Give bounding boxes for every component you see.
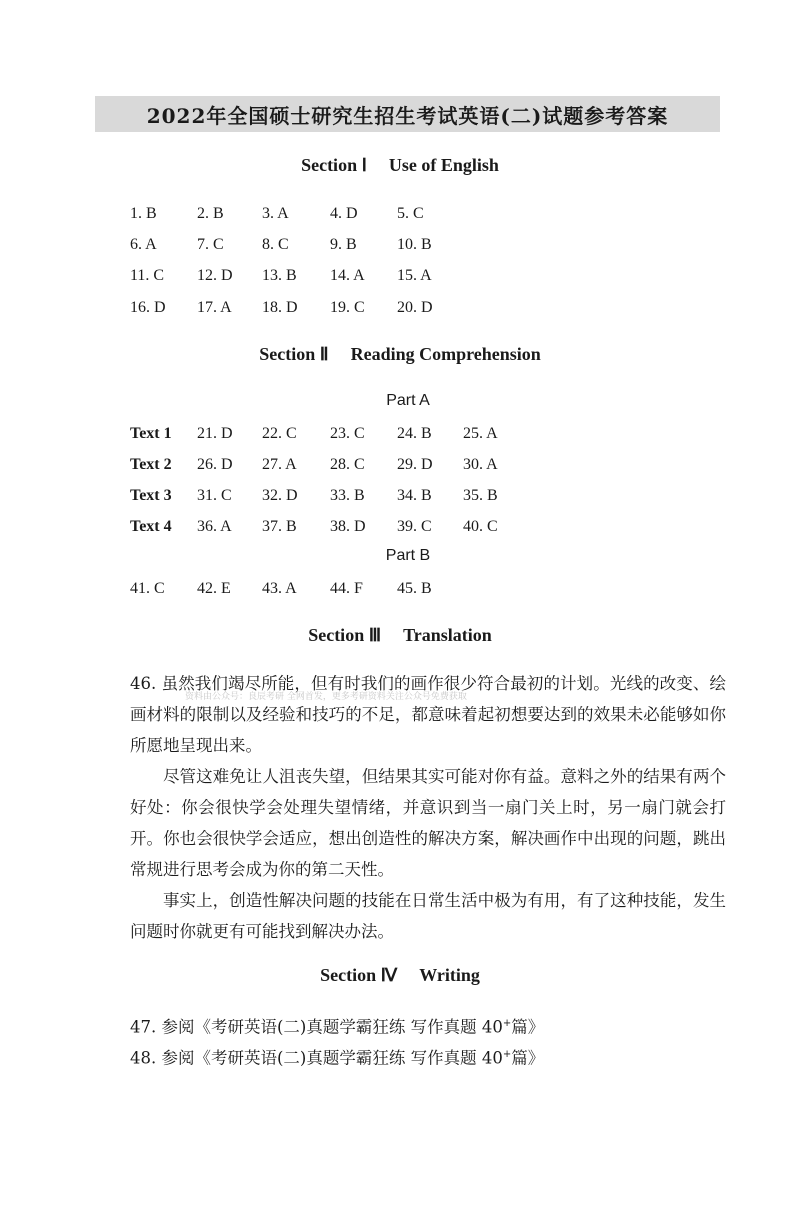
answer-item: 39. C — [397, 518, 432, 535]
answer-item: 30. A — [463, 456, 498, 473]
answer-item: 33. B — [330, 487, 365, 504]
text-label: Text 2 — [130, 456, 172, 473]
answer-item: 23. C — [330, 425, 365, 442]
answer-item: 35. B — [463, 487, 498, 504]
section-4-name: Writing — [419, 965, 480, 985]
section-2-label: Section Ⅱ — [259, 344, 329, 364]
answer-item: 21. D — [197, 425, 233, 442]
answer-item: 8. C — [262, 236, 289, 253]
answer-row — [0, 264, 800, 288]
answer-item: 3. A — [262, 205, 289, 222]
translation-paragraph-3: 事实上，创造性解决问题的技能在日常生活中极为有用，有了这种技能，发生问题时你就更有可能找到解决办法。 — [130, 891, 726, 941]
answer-row — [0, 233, 800, 257]
answer-item: 32. D — [262, 487, 298, 504]
answer-item: 37. B — [262, 518, 297, 535]
answer-item: 14. A — [330, 267, 365, 284]
answer-item: 31. C — [197, 487, 232, 504]
answer-item: 27. A — [262, 456, 297, 473]
answer-row — [0, 202, 800, 226]
section-1-label: Section Ⅰ — [301, 155, 367, 175]
answer-item: 17. A — [197, 299, 232, 316]
answer-item: 34. B — [397, 487, 432, 504]
section-1-name: Use of English — [388, 155, 499, 175]
answer-item: 12. D — [197, 267, 233, 284]
watermark-text: 资料由公众号：良辰考研 全网首发，更多考研资料关注公众号免费获取 — [185, 692, 467, 702]
answer-item: 1. B — [130, 205, 157, 222]
text-label: Text 1 — [130, 425, 172, 442]
answer-item: 5. C — [397, 205, 424, 222]
answer-item: 18. D — [262, 299, 298, 316]
answer-item: 45. B — [397, 580, 432, 597]
answer-item: 44. F — [330, 580, 363, 597]
text-answer-row — [0, 515, 800, 539]
answer-item: 2. B — [197, 205, 224, 222]
translation-paragraph-1: 46. 虽然我们竭尽所能，但有时我们的画作很少符合最初的计划。光线的改变、绘画材料的限制以及经验和技巧的不足，都意味着起初想要达到的效果未必能够如你所愿地呈现出来。 — [130, 674, 726, 755]
answer-item: 7. C — [197, 236, 224, 253]
answer-item: 9. B — [330, 236, 357, 253]
page-title: 2022年全国硕士研究生招生考试英语(二)试题参考答案 — [95, 96, 720, 132]
section-4-heading — [0, 965, 800, 986]
text-answer-row — [0, 453, 800, 477]
text-answer-row — [0, 484, 800, 508]
section-3-heading — [0, 625, 800, 646]
section-4-label: Section Ⅳ — [320, 965, 398, 985]
answer-item: 20. D — [397, 299, 433, 316]
answer-item: 38. D — [330, 518, 366, 535]
answer-item: 15. A — [397, 267, 432, 284]
answer-item: 16. D — [130, 299, 166, 316]
text-label: Text 3 — [130, 487, 172, 504]
section-2-heading — [0, 344, 800, 365]
answer-item: 22. C — [262, 425, 297, 442]
answer-item: 13. B — [262, 267, 297, 284]
answer-item: 36. A — [197, 518, 232, 535]
section-1-heading — [0, 155, 800, 176]
text-label: Text 4 — [130, 518, 172, 535]
answer-item: 42. E — [197, 580, 231, 597]
answer-item: 4. D — [330, 205, 358, 222]
answer-item: 43. A — [262, 580, 297, 597]
answer-item: 29. D — [397, 456, 433, 473]
answer-row — [0, 577, 800, 601]
text-answer-row — [0, 422, 800, 446]
answer-item: 28. C — [330, 456, 365, 473]
translation-paragraph-2: 尽管这难免让人沮丧失望，但结果其实可能对你有益。意料之外的结果有两个好处：你会很快学会处理失望情绪，并意识到当一扇门关上时，另一扇门就会打开。你也会很快学会适应，想出创造性的解决方案，解决画作中出现的问题，跳出常规进行思考会成为你的第二天性。 — [130, 767, 726, 879]
answer-item: 24. B — [397, 425, 432, 442]
section-3-name: Translation — [403, 625, 492, 645]
section-3-label: Section Ⅲ — [308, 625, 382, 645]
part-a-heading: Part A — [386, 392, 430, 409]
writing-item-47: 47. 参阅《考研英语(二)真题学霸狂练 写作真题 40+篇》 — [130, 1017, 545, 1037]
section-2-name: Reading Comprehension — [350, 344, 541, 364]
answer-item: 11. C — [130, 267, 165, 284]
answer-item: 26. D — [197, 456, 233, 473]
answer-item: 40. C — [463, 518, 498, 535]
answer-item: 41. C — [130, 580, 165, 597]
answer-row — [0, 296, 800, 320]
answer-item: 10. B — [397, 236, 432, 253]
answer-item: 6. A — [130, 236, 157, 253]
answer-item: 25. A — [463, 425, 498, 442]
writing-item-48: 48. 参阅《考研英语(二)真题学霸狂练 写作真题 40+篇》 — [130, 1048, 545, 1068]
answer-item: 19. C — [330, 299, 365, 316]
part-b-heading: Part B — [385, 547, 431, 564]
